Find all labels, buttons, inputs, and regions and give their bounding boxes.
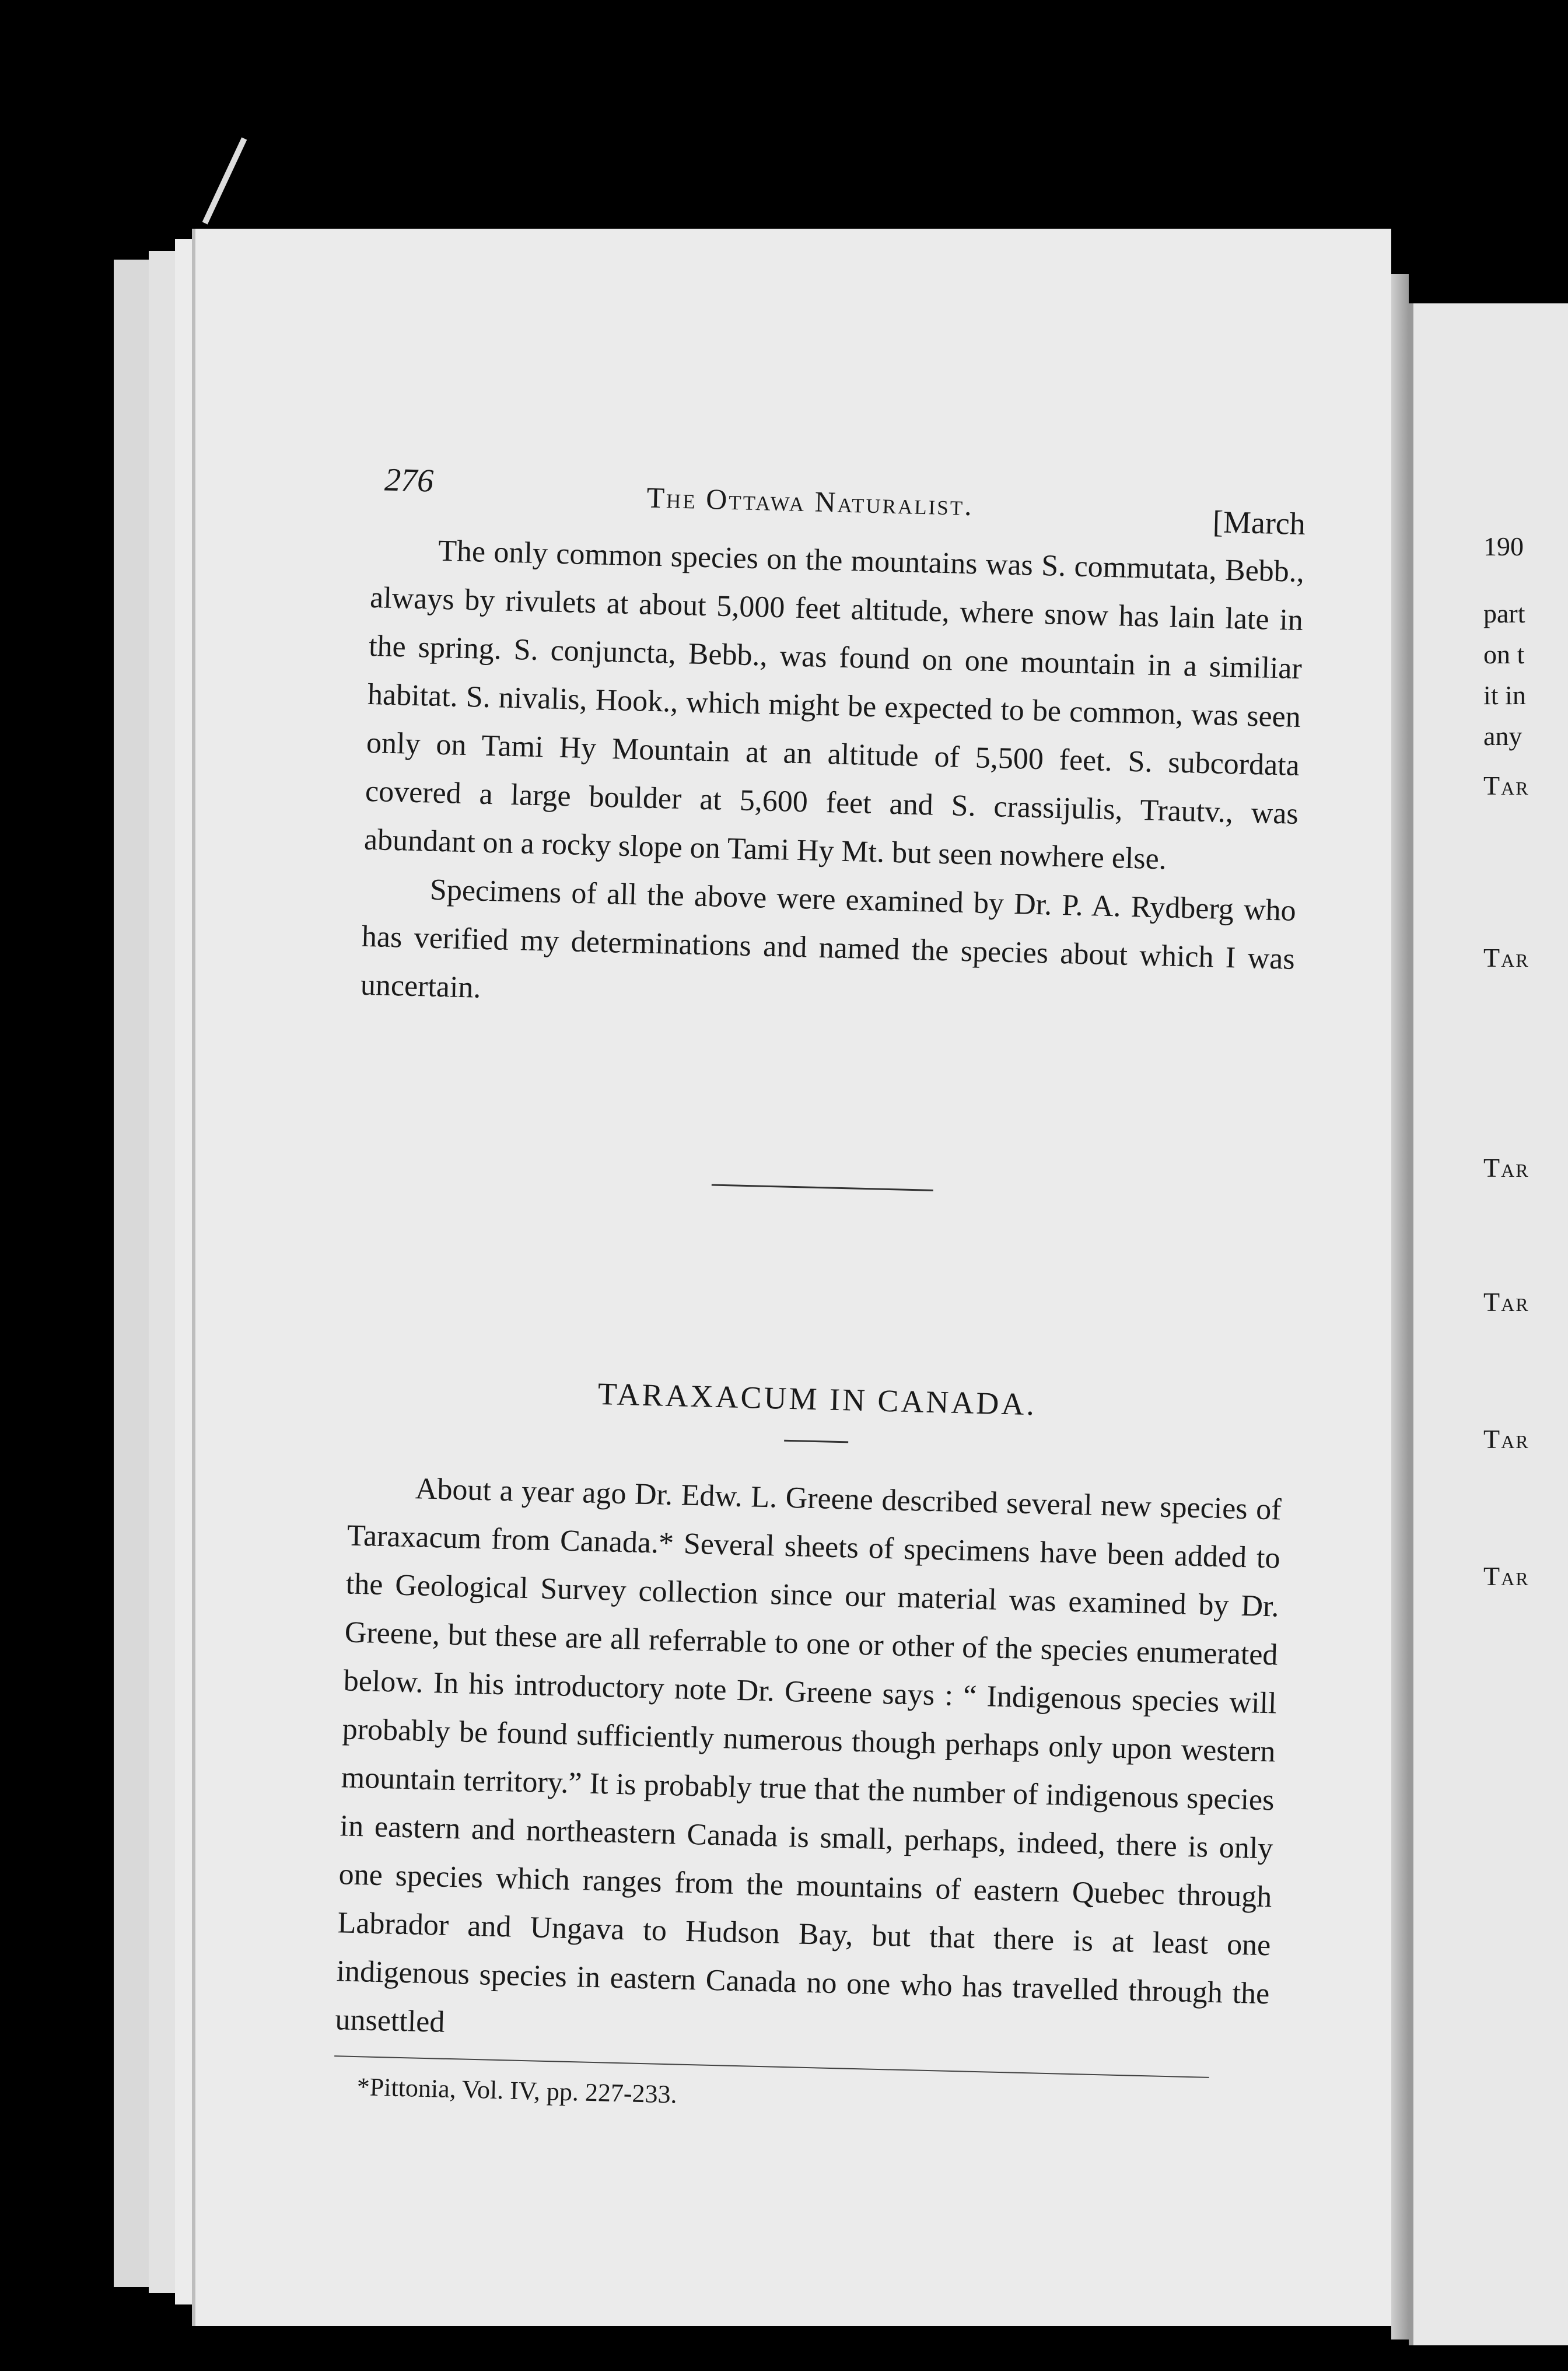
title-rule xyxy=(784,1440,848,1443)
section-divider xyxy=(712,1184,933,1191)
article-body: About a year ago Dr. Edw. L. Greene described several new species of Taraxacum from Canada.* Several sheets of specimens have been added to the Geological Survey collection since our material was examined by Dr. Greene, but these are all referrable to one or other of the species enumerated below. In his introductory note Dr. Greene says : “ Indigenous species will probably be found sufficiently numerous though perhaps only upon western mountain territory.” It is probably true that the number of indigenous species in eastern and northeastern Canada is small, perhaps, indeed, there is only one species which ranges from the mountains of eastern Quebec through Labrador and Ungava to Hudson Bay, but that there is at least one indigenous species in eastern Canada no one who has travelled through the unsettled xyxy=(335,1472,1282,2039)
right-page-heading: Tar xyxy=(1483,771,1530,800)
edge-mark xyxy=(202,137,247,224)
left-page-content xyxy=(333,461,1306,2124)
running-head: The Ottawa Naturalist. xyxy=(646,481,974,522)
paragraph: Specimens of all the above were examined by Dr. P. A. Rydberg who has verified my determinations and named the species about which I was uncertain. xyxy=(360,873,1297,1005)
right-page-heading: Tar xyxy=(1483,1561,1530,1591)
right-page-heading: Tar xyxy=(1483,1287,1530,1317)
right-page-line: on t xyxy=(1483,639,1525,669)
page-number: 276 xyxy=(384,461,434,499)
book-gutter xyxy=(1391,274,1409,2339)
right-page-line: 190 xyxy=(1483,531,1524,561)
right-page-line: any xyxy=(1483,721,1522,751)
right-page-heading: Tar xyxy=(1483,1153,1530,1183)
right-page-line: it in xyxy=(1483,680,1526,710)
paragraph: The only common species on the mountains was S. commutata, Bebb., always by rivulets at about 5,000 feet altitude, where snow has lain late in the spring. S. conjuncta, Bebb., was found on one mountain in a similiar habitat. S. nivalis, Hook., which might be expected to be common, was seen only on Tami Hy Mountain at an altitude of 5,500 feet. S. subcordata covered a large boulder at 5,600 feet and S. crassijulis, Trautv., was abundant on a rocky slope on Tami Hy Mt. but seen nowhere else. xyxy=(363,534,1305,876)
right-page-heading: Tar xyxy=(1483,943,1530,973)
right-page-heading: Tar xyxy=(1483,1424,1530,1454)
footnote: *Pittonia, Vol. IV, pp. 227-233. xyxy=(356,2072,678,2109)
right-page-line: part xyxy=(1483,599,1525,628)
article-title: TARAXACUM IN CANADA. xyxy=(597,1376,1037,1422)
month-label: [March xyxy=(1212,504,1306,542)
